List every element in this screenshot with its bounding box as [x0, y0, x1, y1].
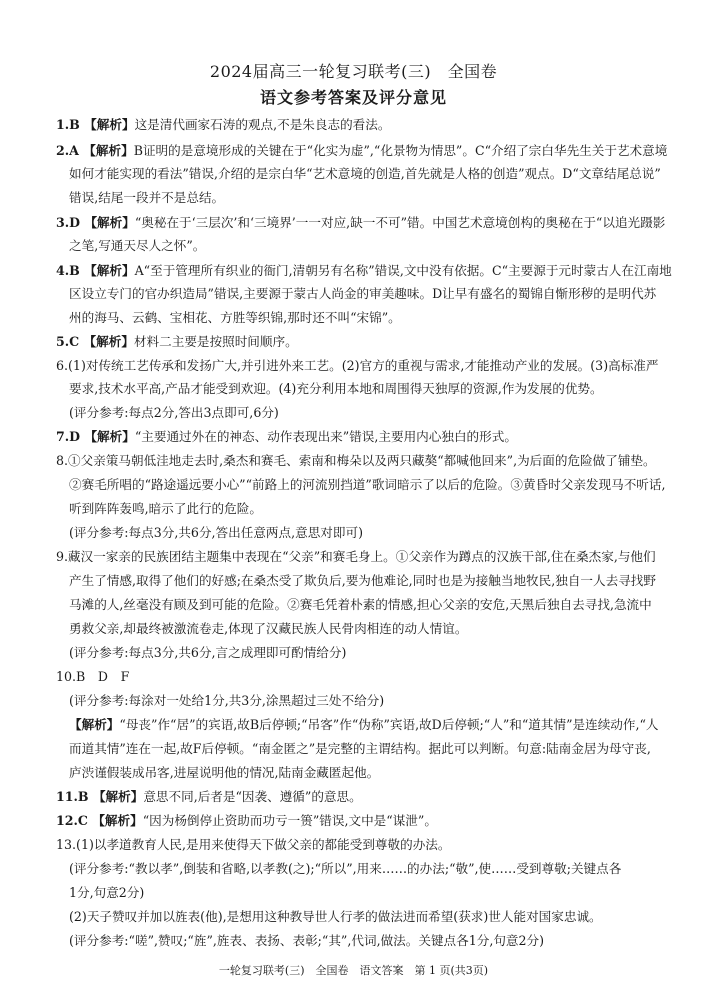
line-text: ②赛毛所唱的“路途遥远要小心”“前路上的河流别挡道”歌词暗示了以后的危险。③黄昏时父亲发现马不听话, — [69, 477, 666, 492]
text-line — [56, 262, 672, 280]
line-lead: 【解析】 — [69, 717, 120, 732]
line-text: 10.B D F — [56, 669, 130, 684]
line-text: 要求,技术水平高,产品才能受到欢迎。(4)充分利用本地和周围得天独厚的资源,作为发展的优势。 — [69, 381, 603, 396]
text-line — [69, 692, 384, 710]
line-text: A“至于管理所有织业的衙门,清朝另有名称”错误,文中没有依据。C“主要源于元时蒙古人在江南地 — [134, 263, 672, 278]
text-line — [69, 476, 665, 494]
line-text: 勇救父亲,却最终被激流卷走,体现了汉藏民族人民骨肉相连的动人情谊。 — [69, 621, 468, 636]
line-lead: 11.B 【解析】 — [56, 789, 144, 804]
line-text: 而道其情”连在一起,故F后停顿。“南金匿之”是完整的主谓结构。据此可以判断。句意:陆南金居为母守丧, — [69, 741, 651, 756]
line-text: (评分参考:每涂对一处给1分,共3分,涂黑超过三处不给分) — [69, 693, 385, 708]
line-text: 材料二主要是按照时间顺序。 — [133, 334, 298, 349]
page-subtitle: 语文参考答案及评分意见 — [259, 88, 447, 107]
text-line — [56, 836, 451, 854]
line-text: 错误,结尾一段并不是总结。 — [69, 190, 225, 205]
text-line — [69, 620, 467, 638]
line-lead: 3.D 【解析】 — [56, 215, 135, 230]
line-text: 1分,句意2分) — [69, 885, 145, 900]
line-text: (评分参考:每点3分,共6分,答出任意两点,意思对即可) — [69, 525, 363, 540]
line-lead: 1.B 【解析】 — [56, 117, 135, 132]
text-line — [69, 500, 262, 518]
page-footer: 一轮复习联考(三) 全国卷 语文答案 第 1 页(共3页) — [218, 964, 489, 977]
text-line — [69, 285, 656, 303]
text-line — [56, 357, 658, 375]
line-text: “奥秘在于‘三层次’和‘三境界’一一对应,缺一不可”错。中国艺术意境创构的奥秘在于“以追光蹑影 — [134, 215, 666, 230]
line-text: 庐渋谨假装成吊客,进屋说明他的情况,陆南金藏匿起他。 — [69, 765, 380, 780]
line-text: (2)天子赞叹并加以旌表(他),是想用这种教导世人行孝的做法进而希望(获求)世人能对国家忠诚。 — [69, 909, 602, 924]
line-text: 8.①父亲策马朝低洼地走去时,桑杰和赛毛、索南和梅朵以及两只藏獒“都喊他回来”,为后面的危险做了铺垫。 — [56, 453, 656, 468]
text-line — [56, 548, 656, 566]
line-text: 州的海马、云鹤、宝相花、方胜等织锦,那时还不叫“宋锦”。 — [69, 310, 401, 325]
line-text: 听到阵阵轰鸣,暗示了此行的危险。 — [69, 501, 262, 516]
text-line — [69, 740, 651, 758]
text-line — [69, 908, 602, 926]
text-line — [56, 788, 362, 806]
text-line — [69, 572, 656, 590]
line-text: “母丧”作“居”的宾语,故B后停顿;“吊客”作“伪称”宾语,故D后停顿;“人”和“道其情”是连续动作,“人 — [119, 717, 659, 732]
line-text: 意思不同,后者是“因袭、遵循”的意思。 — [143, 789, 362, 804]
line-text: 这是清代画家石涛的观点,不是朱良志的看法。 — [134, 117, 391, 132]
text-line — [56, 214, 665, 232]
text-line — [69, 165, 661, 183]
text-line — [69, 237, 205, 255]
line-lead: 2.A 【解析】 — [56, 143, 134, 158]
line-text: 区设立专门的官办织造局”错误,主要源于蒙古人尚金的审美趣味。D让早有盛名的蜀锦自惭形秽的是明代苏 — [69, 286, 657, 301]
text-line — [69, 309, 401, 327]
line-text: (评分参考:每点3分,共6分,言之成理即可酌情给分) — [69, 645, 347, 660]
line-lead: 4.B 【解析】 — [56, 263, 135, 278]
line-lead: 12.C 【解析】 — [56, 813, 143, 828]
line-text: 之笔,写通天尽人之怀”。 — [69, 238, 206, 253]
text-line — [69, 860, 621, 878]
text-line — [56, 452, 656, 470]
text-line — [69, 932, 544, 950]
text-line — [56, 333, 298, 351]
line-lead: 5.C 【解析】 — [56, 334, 134, 349]
line-text: (评分参考:“嗟”,赞叹;“旌”,旌表、表扬、表彰;“其”,代词,做法。关键点各1分,句意2分) — [69, 933, 545, 948]
text-line — [56, 668, 129, 686]
line-text: 马滩的人,丝毫没有顾及到可能的危险。②赛毛凭着朴素的情感,担心父亲的安危,天黑后独自去寻找,急流中 — [69, 597, 652, 612]
line-text: (评分参考:每点2分,答出3点即可,6分) — [69, 405, 279, 420]
line-text: 6.(1)对传统工艺传承和发扬广大,并引进外来工艺。(2)官方的重视与需求,才能推动产业的发展。(3)高标准严 — [56, 358, 659, 373]
text-line — [69, 884, 144, 902]
line-text: 如何才能实现的看法”错误,介绍的是宗白华“艺术意境的创造,首先就是人格的创造”观点。D“文章结尾总说” — [69, 166, 661, 181]
text-line — [69, 380, 603, 398]
line-text: 产生了情感,取得了他们的好感;在桑杰受了欺负后,要为他难论,同时也是为接触当地牧民,独自一人去寻找野 — [69, 573, 656, 588]
text-line — [69, 189, 224, 207]
line-text: “因为杨倒停止资助而功亏一篑”错误,文中是“谋泄”。 — [142, 813, 437, 828]
line-text: 13.(1)以孝道教育人民,是用来使得天下做父亲的都能受到尊敬的办法。 — [56, 837, 451, 852]
text-line — [69, 644, 346, 662]
line-text: (评分参考:“教以孝”,倒装和省略,以孝教(之);“所以”,用来……的办法;“敬”,使……受到尊敬;关键点各 — [69, 861, 622, 876]
text-line — [69, 404, 279, 422]
text-line — [56, 428, 517, 446]
text-line — [56, 812, 437, 830]
text-line — [69, 596, 652, 614]
text-line — [69, 716, 659, 734]
line-text: “主要通过外在的神态、动作表现出来”错误,主要用内心独白的形式。 — [134, 429, 517, 444]
line-text: 9.藏汉一家亲的民族团结主题集中表现在“父亲”和赛毛身上。①父亲作为蹲点的汉族干部,住在桑杰家,与他们 — [56, 549, 656, 564]
line-text: B证明的是意境形成的关键在于“化实为虚”,“化景物为情思”。C“介绍了宗白华先生关于艺术意境 — [133, 143, 668, 158]
text-line — [56, 142, 667, 160]
page-title: 2024届高三一轮复习联考(三) 全国卷 — [209, 62, 498, 81]
text-line — [56, 116, 390, 134]
text-line — [69, 524, 363, 542]
text-line — [69, 764, 379, 782]
line-lead: 7.D 【解析】 — [56, 429, 135, 444]
